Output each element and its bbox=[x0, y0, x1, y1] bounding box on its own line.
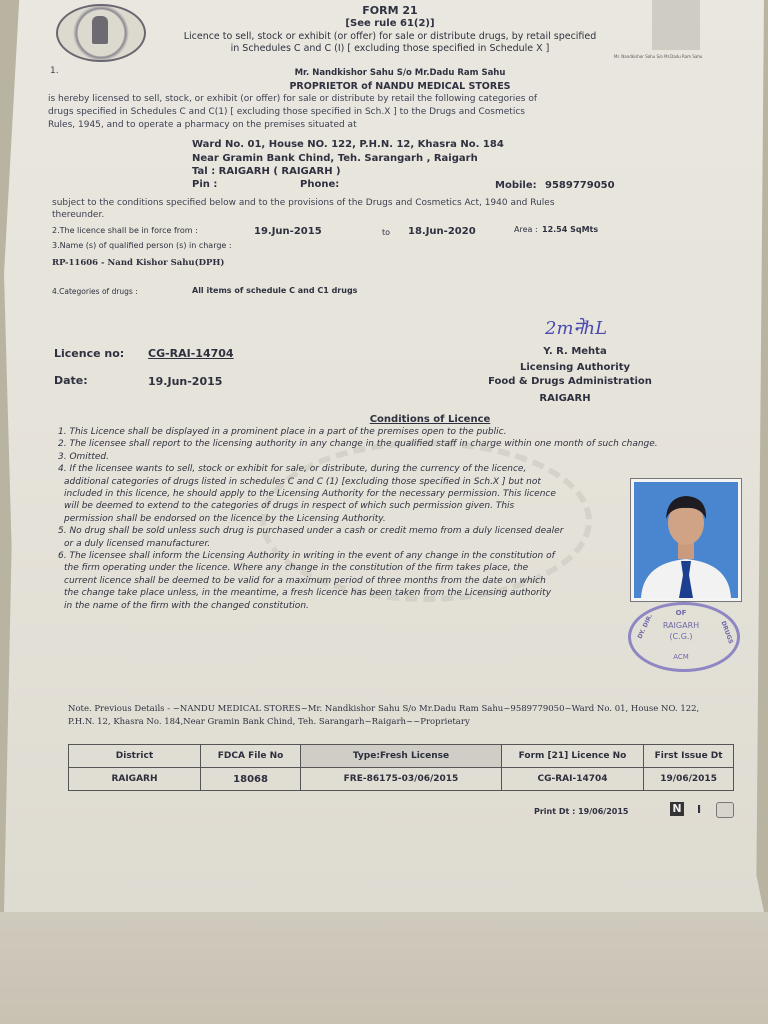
signature: 2mनेhL bbox=[545, 318, 608, 339]
pin-label: Pin : bbox=[192, 179, 218, 190]
condition-line: current licence shall be deemed to be valid for a maximum period of three months from the date on which bbox=[64, 575, 546, 586]
note-line2: P.H.N. 12, Khasra No. 184,Near Gramin Bank Chind, Teh. Sarangarh~Raigarh~~Proprietary bbox=[68, 717, 470, 727]
condition-line: 3. Omitted. bbox=[58, 451, 109, 462]
condition-line: 2. The licensee shall report to the licensing authority in any change in the qualified staff in charge within one month of such change. bbox=[58, 439, 658, 450]
officer-place: RAIGARH bbox=[539, 393, 591, 404]
seal-center-text: RAIGARH bbox=[662, 621, 700, 630]
table-header-cell: Form [21] Licence No bbox=[501, 745, 644, 768]
table-cell: CG-RAI-14704 bbox=[501, 768, 644, 791]
licence-details-table bbox=[68, 744, 734, 791]
qualified-label: 3.Name (s) of qualified person (s) in charge : bbox=[52, 241, 232, 250]
mobile-number: 9589779050 bbox=[545, 180, 615, 191]
small-photo bbox=[652, 0, 700, 50]
form-description-line2: in Schedules C and C (I) [ excluding those specified in Schedule X ] bbox=[230, 43, 550, 54]
licensee-title: PROPRIETOR of NANDU MEDICAL STORES bbox=[289, 81, 511, 92]
conditions-heading: Conditions of Licence bbox=[369, 414, 491, 425]
condition-line: or a duly licensed manufacturer. bbox=[64, 538, 211, 549]
print-date: Print Dt : 19/06/2015 bbox=[534, 807, 629, 816]
licence-text-line3: Rules, 1945, and to operate a pharmacy on the premises situated at bbox=[48, 120, 357, 130]
seal-center-text2: (C.G.) bbox=[669, 632, 693, 641]
seal-left-text: DY. DIR. bbox=[636, 613, 655, 640]
subject-line1: subject to the conditions specified below and to the provisions of the Drugs and Cosmetics Act, 1940 and Rules bbox=[52, 198, 555, 208]
form-description-line1: Licence to sell, stock or exhibit (or offer) for sale or distribute drugs, by retail specified bbox=[183, 31, 597, 42]
logo-i-text: I bbox=[697, 803, 702, 816]
date-value: 19.Jun-2015 bbox=[148, 375, 223, 388]
from-date: 19.Jun-2015 bbox=[254, 226, 322, 237]
licensee-photo bbox=[630, 478, 742, 602]
condition-line: 6. The licensee shall inform the Licensing Authority in writing in the event of any change in the constitution of bbox=[58, 551, 555, 562]
condition-line: the firm operating under the licence. Where any change in the constitution of the firm takes place, the bbox=[64, 563, 529, 574]
to-label: to bbox=[382, 228, 391, 237]
categories-label: 4.Categories of drugs : bbox=[52, 287, 138, 296]
address-line2: Near Gramin Bank Chind, Teh. Sarangarh , Raigarh bbox=[192, 153, 478, 164]
table-cell: FRE-86175-03/06/2015 bbox=[301, 768, 502, 791]
form-rule: [See rule 61(2)] bbox=[345, 18, 435, 29]
area-value: 12.54 SqMts bbox=[542, 225, 599, 234]
mobile-label: Mobile: bbox=[495, 180, 537, 191]
officer-department: Food & Drugs Administration bbox=[488, 376, 652, 387]
licensee-name: Mr. Nandkishor Sahu S/o Mr.Dadu Ram Sahu bbox=[294, 68, 506, 78]
force-label: 2.The licence shall be in force from : bbox=[52, 226, 198, 235]
table-header-cell: Type:Fresh License bbox=[301, 745, 502, 768]
person-photo-icon bbox=[631, 479, 741, 601]
categories-value: All items of schedule C and C1 drugs bbox=[192, 286, 358, 295]
nic-logo-icon: N bbox=[670, 802, 684, 816]
area-label: Area : bbox=[514, 225, 538, 234]
seal-top-text: OF bbox=[675, 609, 687, 617]
subject-line2: thereunder. bbox=[52, 210, 105, 220]
licence-text-line2: drugs specified in Schedules C and C(1) [ excluding those specified in Sch.X ] to the Drugs and Cosmetics bbox=[48, 107, 525, 117]
licence-no-value: CG-RAI-14704 bbox=[148, 347, 234, 360]
address-line1: Ward No. 01, House NO. 122, P.H.N. 12, Khasra No. 184 bbox=[192, 139, 504, 150]
condition-line: in the name of the firm with the changed constitution. bbox=[64, 600, 309, 611]
date-label: Date: bbox=[54, 374, 88, 387]
condition-line: 4. If the licensee wants to sell, stock or exhibit for sale, or distribute, during the currency of the licence, bbox=[58, 464, 527, 475]
seal-right-text: DRUGS bbox=[719, 620, 735, 645]
table-header-cell: District bbox=[69, 745, 201, 768]
condition-line: additional categories of drugs listed in schedules C and C (1) [excluding those specified in Sch.X ] but not bbox=[64, 476, 541, 487]
officer-role: Licensing Authority bbox=[519, 362, 631, 373]
condition-line: will be deemed to extend to the categories of drugs in respect of which such permission given. This bbox=[64, 501, 515, 512]
note-line1: Note. Previous Details - ~NANDU MEDICAL STORES~Mr. Nandkishor Sahu S/o Mr.Dadu Ram Sahu~9589779050~Ward No. 01, House NO. 122, bbox=[68, 704, 700, 714]
seal-bottom-text: ACM bbox=[673, 653, 689, 661]
to-date: 18.Jun-2020 bbox=[408, 226, 476, 237]
condition-line: included in this licence, he should apply to the Licensing Authority for the necessary permission. This licence bbox=[64, 489, 556, 500]
underlying-sheet bbox=[0, 912, 768, 1024]
form-title: FORM 21 bbox=[362, 4, 418, 17]
table-header-row bbox=[69, 745, 734, 768]
table-cell: RAIGARH bbox=[69, 768, 201, 791]
table-row bbox=[69, 768, 734, 791]
phone-label: Phone: bbox=[300, 179, 340, 190]
licence-no-label: Licence no: bbox=[54, 347, 125, 360]
table-header-cell: First Issue Dt bbox=[644, 745, 734, 768]
item-number: 1. bbox=[50, 66, 59, 76]
address-tal: Tal : RAIGARH ( RAIGARH ) bbox=[192, 166, 341, 177]
table-cell: 19/06/2015 bbox=[644, 768, 734, 791]
condition-line: 1. This Licence shall be displayed in a prominent place in a part of the premises open to the public. bbox=[58, 427, 507, 437]
photo-caption: Mr. Nandkishor Sahu S/o Mr.Dadu Ram Sahu bbox=[614, 54, 703, 59]
condition-line: permission shall be endorsed on the licence by the Licensing Authority. bbox=[64, 513, 386, 524]
condition-line: the change take place unless, in the meantime, a fresh licence has been taken from the Licensing authority bbox=[64, 588, 552, 599]
emblem-logo-icon bbox=[716, 802, 734, 818]
national-emblem-icon bbox=[56, 4, 146, 62]
qualified-person: RP-11606 - Nand Kishor Sahu(DPH) bbox=[52, 258, 225, 268]
condition-line: 5. No drug shall be sold unless such drug is purchased under a cash or credit memo from a duly licensed dealer bbox=[58, 526, 564, 537]
official-seal bbox=[628, 602, 740, 672]
table-header-cell: FDCA File No bbox=[200, 745, 300, 768]
conditions-list bbox=[58, 426, 658, 612]
officer-name: Y. R. Mehta bbox=[543, 346, 607, 357]
table-cell: 18068 bbox=[200, 768, 300, 791]
licence-text-line1: is hereby licensed to sell, stock, or exhibit (or offer) for sale or distribute by retail the following categories of bbox=[48, 94, 538, 104]
